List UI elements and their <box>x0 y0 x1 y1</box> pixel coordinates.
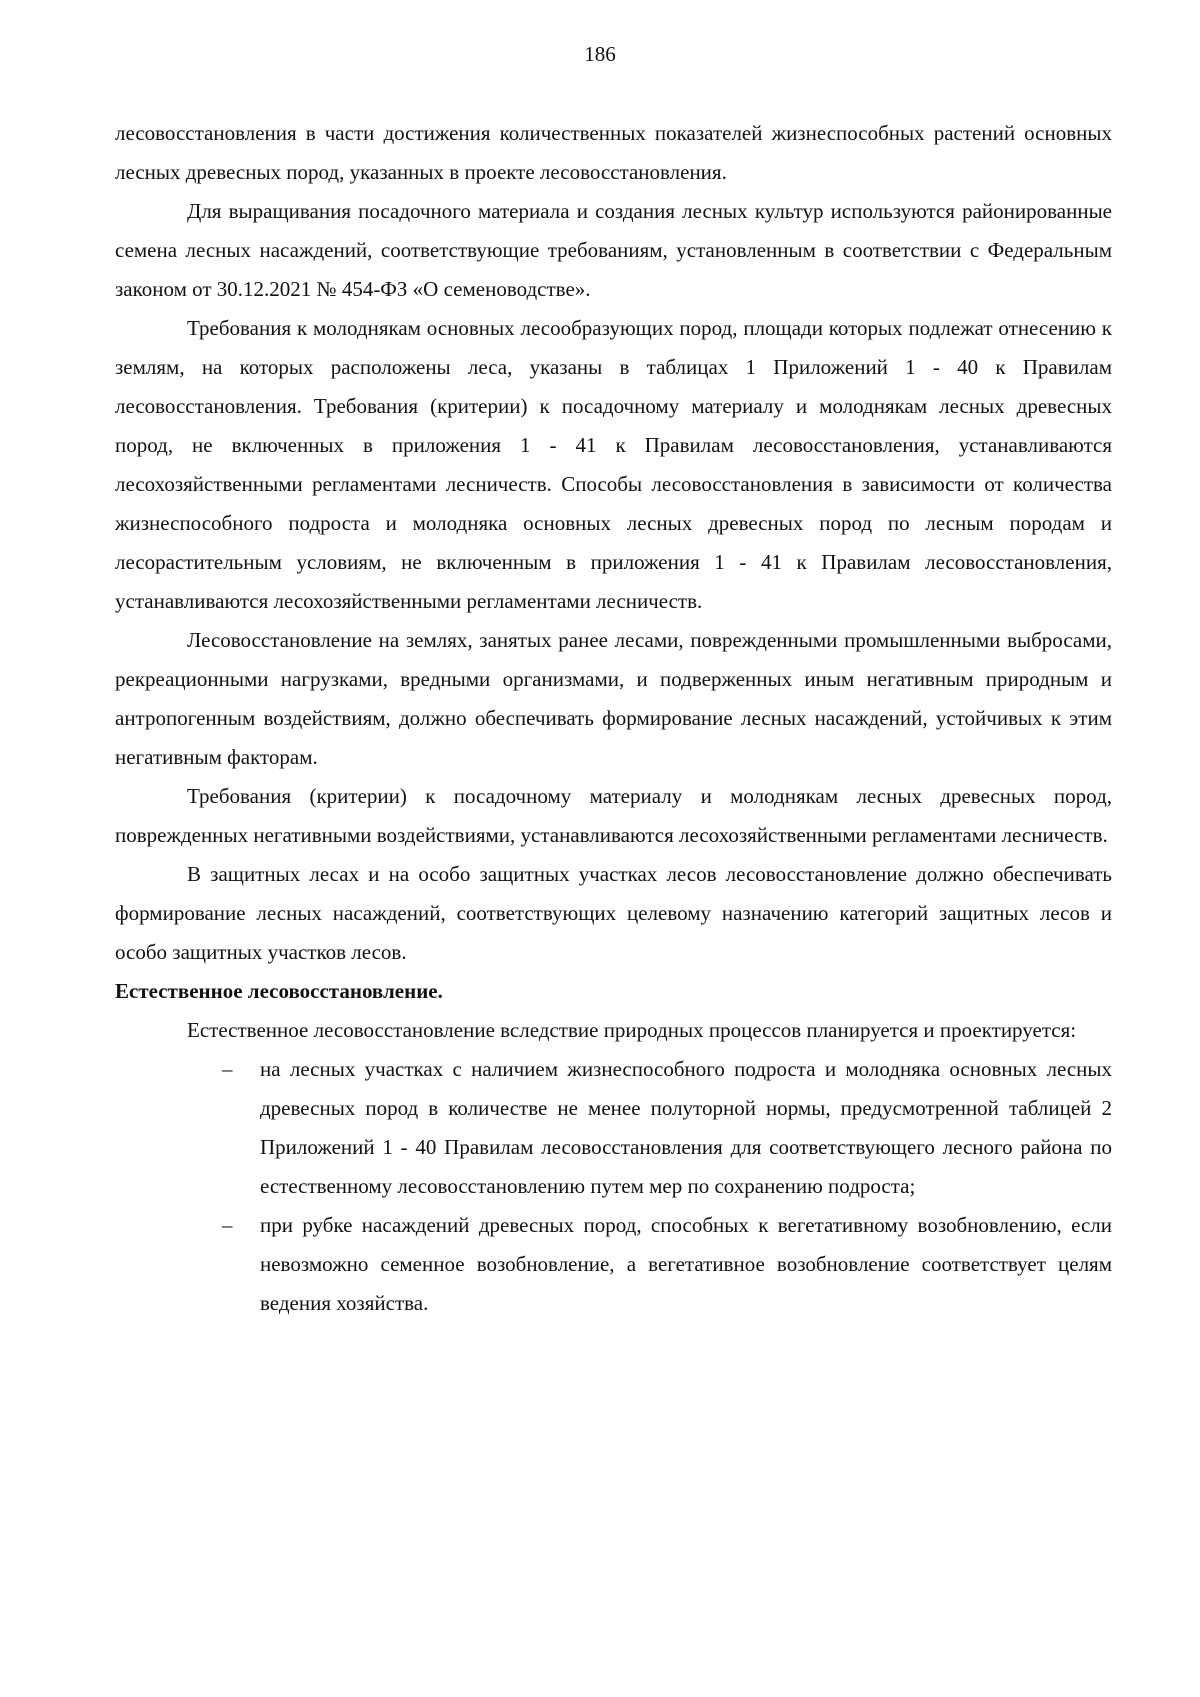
bullet-list <box>115 1050 1112 1323</box>
paragraph: Требования (критерии) к посадочному материалу и молоднякам лесных древесных пород, поврежденных негативными воздействиями, устанавливаются лесохозяйственными регламентами лесничеств. <box>115 784 1112 847</box>
paragraph: В защитных лесах и на особо защитных участках лесов лесовосстановление должно обеспечивать формирование лесных насаждений, соответствующих целевому назначению категорий защитных лесов и особо защитных участков лесов. <box>115 862 1112 964</box>
paragraph: Требования к молоднякам основных лесообразующих пород, площади которых подлежат отнесению к землям, на которых расположены леса, указаны в таблицах 1 Приложений 1 - 40 к Правилам лесовосстановления. Требования (критерии) к посадочному материалу и молоднякам лесных древесных пород, не включенных в приложения 1 - 41 к Правилам лесовосстановления, устанавливаются лесохозяйственными регламентами лесничеств. Способы лесовосстановления в зависимости от количества жизнеспособного подроста и молодняка основных лесных древесных пород по лесным породам и лесорастительным условиям, не включенным в приложения 1 - 41 к Правилам лесовосстановления, устанавливаются лесохозяйственными регламентами лесничеств. <box>115 316 1112 613</box>
list-item-text: на лесных участках с наличием жизнеспособного подроста и молодняка основных лесных древесных пород в количестве не менее полуторной нормы, предусмотренной таблицей 2 Приложений 1 - 40 Правилам лесовосстановления для соответствующего лесного района по естественному лесовосстановлению путем мер по сохранению подроста; <box>260 1057 1112 1198</box>
section-intro: Естественное лесовосстановление вследствие природных процессов планируется и проектируется: <box>187 1018 1077 1042</box>
document-body <box>115 114 1112 1323</box>
paragraph-continuation: лесовосстановления в части достижения количественных показателей жизнеспособных растений основных лесных древесных пород, указанных в проекте лесовосстановления. <box>115 121 1112 184</box>
list-marker: – <box>222 1057 233 1081</box>
list-item-text: при рубке насаждений древесных пород, способных к вегетативному возобновлению, если невозможно семенное возобновление, а вегетативное возобновление соответствует целям ведения хозяйства. <box>260 1213 1112 1315</box>
list-marker: – <box>222 1213 233 1237</box>
list-item <box>115 1050 1112 1206</box>
paragraph: Лесовосстановление на землях, занятых ранее лесами, поврежденными промышленными выбросами, рекреационными нагрузками, вредными организмами, и подверженных иным негативным природным и антропогенным воздействиям, должно обеспечивать формирование лесных насаждений, устойчивых к этим негативным факторам. <box>115 628 1112 769</box>
list-item <box>115 1206 1112 1323</box>
paragraph: Для выращивания посадочного материала и создания лесных культур используются районированные семена лесных насаждений, соответствующие требованиям, установленным в соответствии с Федеральным законом от 30.12.2021 № 454-ФЗ «О семеноводстве». <box>115 199 1112 301</box>
section-heading: Естественное лесовосстановление. <box>115 979 443 1003</box>
page-number: 186 <box>584 42 616 66</box>
